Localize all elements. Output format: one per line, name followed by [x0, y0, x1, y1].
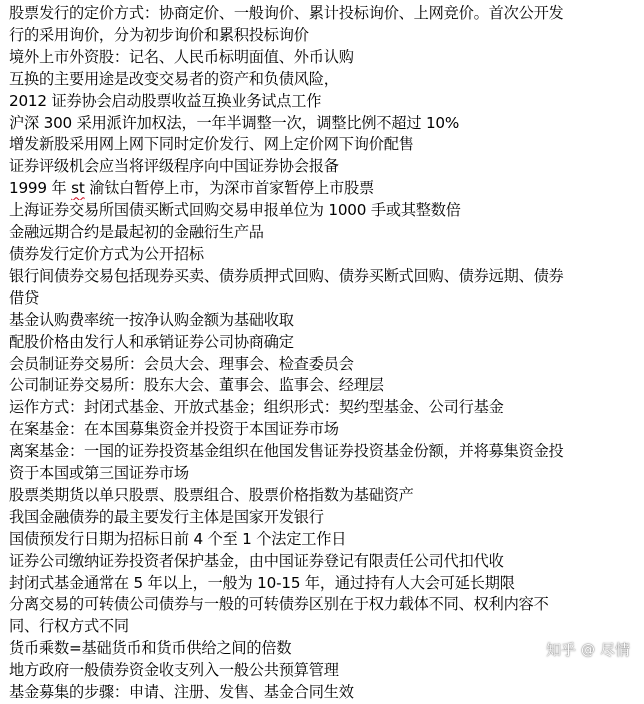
text-line-20: 在案基金：在本国募集资金并投资于本国证券市场 [9, 420, 339, 439]
document-body [9, 3, 639, 704]
text-line-30: 货币乘数=基础货币和货币供给之间的倍数 [9, 639, 292, 658]
text-line-28: 分离交易的可转债公司债券与一般的可转债券区别在于权力载体不同、权利内容不 [9, 595, 549, 614]
text-line-9 [9, 178, 639, 200]
text-line-18: 公司制证券交易所：股东大会、董事会、监事会、经理层 [9, 376, 384, 395]
spellcheck-flagged-word[interactable]: st [71, 179, 85, 198]
text-line-22: 资于本国或第三国证券市场 [9, 464, 189, 483]
text-line-9-start: 1999 年 [9, 179, 72, 198]
text-line-14: 借贷 [9, 288, 39, 307]
watermark-at-sign: @ [580, 641, 595, 658]
text-line-29: 同、行权方式不同 [9, 617, 129, 636]
watermark-platform: 知乎 [545, 641, 576, 659]
text-line-8: 证券评级机会应当将评级程序向中国证券协会报备 [9, 157, 339, 176]
watermark-author: 尽情 [599, 641, 630, 659]
text-line-11: 金融远期合约是最起初的金融衍生产品 [9, 223, 264, 242]
text-line-2: 行的采用询价，分为初步询价和累积投标询价 [9, 25, 309, 44]
text-line-32: 基金募集的步骤：申请、注册、发售、基金合同生效 [9, 683, 354, 702]
text-line-6: 沪深 300 采用派许加权法，一年半调整一次，调整比例不超过 10% [9, 113, 460, 132]
text-line-25: 国债预发行日期为招标日前 4 个至 1 个法定工作日 [9, 529, 347, 548]
text-line-7: 增发新股采用网上网下同时定价发行、网上定价网下询价配售 [9, 135, 414, 154]
text-line-19: 运作方式：封闭式基金、开放式基金；组织形式：契约型基金、公司行基金 [9, 398, 504, 417]
text-line-17: 会员制证券交易所：会员大会、理事会、检查委员会 [9, 354, 354, 373]
text-line-26: 证券公司缴纳证券投资者保护基金，由中国证券登记有限责任公司代扣代收 [9, 551, 504, 570]
text-line-4: 互换的主要用途是改变交易者的资产和负债风险， [9, 69, 339, 88]
zhihu-watermark [546, 639, 630, 660]
text-line-13: 银行间债券交易包括现券买卖、债券质押式回购、债券买断式回购、债券远期、债券 [9, 266, 564, 285]
text-line-27: 封闭式基金通常在 5 年以上，一般为 10-15 年，通过持有人大会可延长期限 [9, 573, 515, 592]
text-line-21: 离案基金：一国的证券投资基金组织在他国发售证券投资基金份额，并将募集资金投 [9, 442, 564, 461]
text-line-31: 地方政府一般债券资金收支列入一般公共预算管理 [9, 661, 339, 680]
text-line-9-end: 渝钛白暂停上市，为深市首家暂停上市股票 [84, 179, 374, 198]
text-line-12: 债券发行定价方式为公开招标 [9, 244, 204, 263]
text-line-23: 股票类期货以单只股票、股票组合、股票价格指数为基础资产 [9, 485, 414, 504]
text-line-1: 股票发行的定价方式：协商定价、一般询价、累计投标询价、上网竞价。首次公开发 [9, 4, 564, 22]
text-line-16: 配股价格由发行人和承销证券公司协商确定 [9, 332, 294, 351]
text-line-10: 上海证券交易所国债买断式回购交易申报单位为 1000 手或其整数倍 [9, 201, 461, 220]
text-line-5: 2012 证券协会启动股票收益互换业务试点工作 [9, 91, 322, 110]
text-line-24: 我国金融债券的最主要发行主体是国家开发银行 [9, 507, 324, 526]
text-line-3: 境外上市外资股：记名、人民币标明面值、外币认购 [9, 47, 354, 66]
text-line-15: 基金认购费率统一按净认购金额为基础收取 [9, 310, 294, 329]
